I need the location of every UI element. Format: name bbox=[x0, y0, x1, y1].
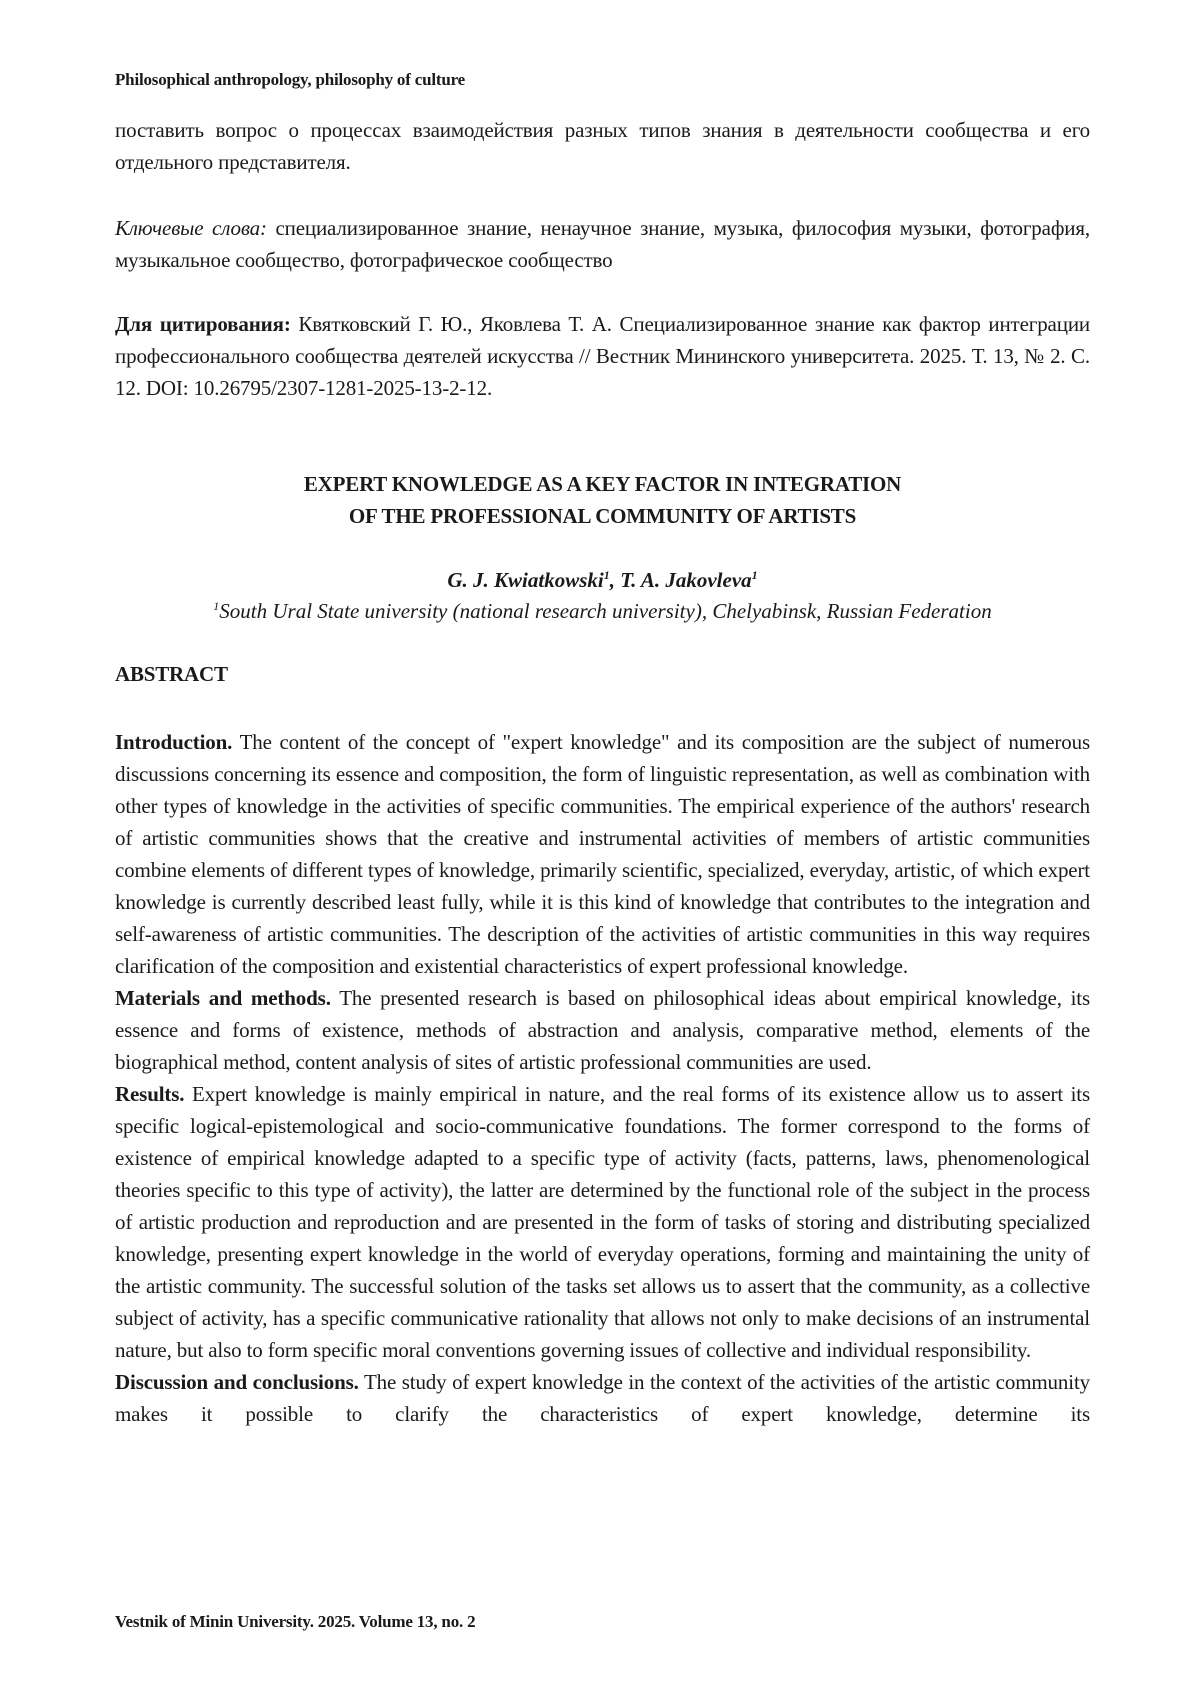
section-label: Introduction. bbox=[115, 730, 233, 754]
affiliation bbox=[115, 596, 1090, 626]
ru-citation-text: Квятковский Г. Ю., Яковлева Т. А. Специализированное знание как фактор интеграции профессионального сообщества деятелей искусства // Вестник Мининского университета. 2025. Т. 13, № 2. С. 12. DOI: 10.26795/2307-1281-2025-13-2-12. bbox=[115, 312, 1090, 400]
authors bbox=[115, 565, 1090, 595]
article-title-line-2: OF THE PROFESSIONAL COMMUNITY OF ARTISTS bbox=[348, 504, 857, 528]
section-label: Results. bbox=[115, 1082, 185, 1106]
author-affiliation-mark: 1 bbox=[603, 568, 610, 582]
ru-abstract-continuation bbox=[115, 114, 1090, 178]
abstract-heading: ABSTRACT bbox=[115, 662, 228, 686]
abstract-section-discussion bbox=[115, 1366, 1090, 1430]
article-title bbox=[115, 468, 1090, 532]
ru-keywords-paragraph bbox=[115, 212, 1090, 276]
affiliation-mark: 1 bbox=[213, 599, 220, 613]
ru-keywords bbox=[115, 212, 1090, 276]
section-text: Expert knowledge is mainly empirical in nature, and the real forms of its existence allow us to assert its specific logical-epistemological and socio-communicative foundations. The former correspond to the forms of existence of empirical knowledge adapted to a specific type of activity (facts, patterns, laws, phenomenological theories specific to this type of activity), the latter are determined by the functional role of the subject in the process of artistic production and reproduction and are presented in the form of tasks of storing and distributing specialized knowledge, presenting expert knowledge in the world of everyday operations, forming and maintaining the unity of the artistic community. The successful solution of the tasks set allows us to assert that the community, as a collective subject of activity, has a specific communicative rationality that allows not only to make decisions of an instrumental nature, but also to form specific moral conventions governing issues of collective and individual responsibility. bbox=[115, 1082, 1090, 1362]
author-separator: , bbox=[609, 568, 621, 592]
ru-citation bbox=[115, 308, 1090, 404]
article-title-line-1: EXPERT KNOWLEDGE AS A KEY FACTOR IN INTEGRATION bbox=[303, 472, 902, 496]
affiliation-text: South Ural State university (national research university), Chelyabinsk, Russian Federation bbox=[219, 599, 992, 623]
section-label: Materials and methods. bbox=[115, 986, 331, 1010]
ru-keywords-text: специализированное знание, ненаучное знание, музыка, философия музыки, фотография, музыкальное сообщество, фотографическое сообщество bbox=[115, 216, 1090, 272]
abstract-section-materials-methods bbox=[115, 982, 1090, 1078]
section-text: The presented research is based on philosophical ideas about empirical knowledge, its essence and forms of existence, methods of abstraction and analysis, comparative method, elements of the biographical method, content analysis of sites of artistic professional communities are used. bbox=[115, 986, 1090, 1074]
section-text: The study of expert knowledge in the context of the activities of the artistic community makes it possible to clarify the characteristics of expert knowledge, determine its bbox=[115, 1370, 1090, 1426]
ru-citation-label: Для цитирования: bbox=[115, 312, 291, 336]
ru-abstract-text: поставить вопрос о процессах взаимодействия разных типов знания в деятельности сообщества и его отдельного представителя. bbox=[115, 118, 1090, 174]
running-footer: Vestnik of Minin University. 2025. Volume 13, no. 2 bbox=[115, 1612, 476, 1631]
section-text: The content of the concept of "expert knowledge" and its composition are the subject of numerous discussions concerning its essence and composition, the form of linguistic representation, as well as combination with other types of knowledge in the activities of specific communities. The empirical experience of the authors' research of artistic communities shows that the creative and instrumental activities of members of artistic communities combine elements of different types of knowledge, primarily scientific, specialized, everyday, artistic, of which expert knowledge is currently described least fully, while it is this kind of knowledge that contributes to the integration and self-awareness of artistic communities. The description of the activities of artistic communities in this way requires clarification of the composition and existential characteristics of expert professional knowledge. bbox=[115, 730, 1090, 978]
section-label: Discussion and conclusions. bbox=[115, 1370, 359, 1394]
abstract-section-results bbox=[115, 1078, 1090, 1366]
ru-keywords-label: Ключевые слова: bbox=[115, 216, 267, 240]
abstract-section-introduction bbox=[115, 726, 1090, 982]
author-name: G. J. Kwiatkowski bbox=[447, 568, 604, 592]
author-affiliation-mark: 1 bbox=[751, 568, 758, 582]
ru-citation-paragraph bbox=[115, 308, 1090, 404]
en-abstract bbox=[115, 726, 1090, 1430]
author-name: T. A. Jakovleva bbox=[620, 568, 752, 592]
running-header: Philosophical anthropology, philosophy of culture bbox=[115, 70, 465, 89]
